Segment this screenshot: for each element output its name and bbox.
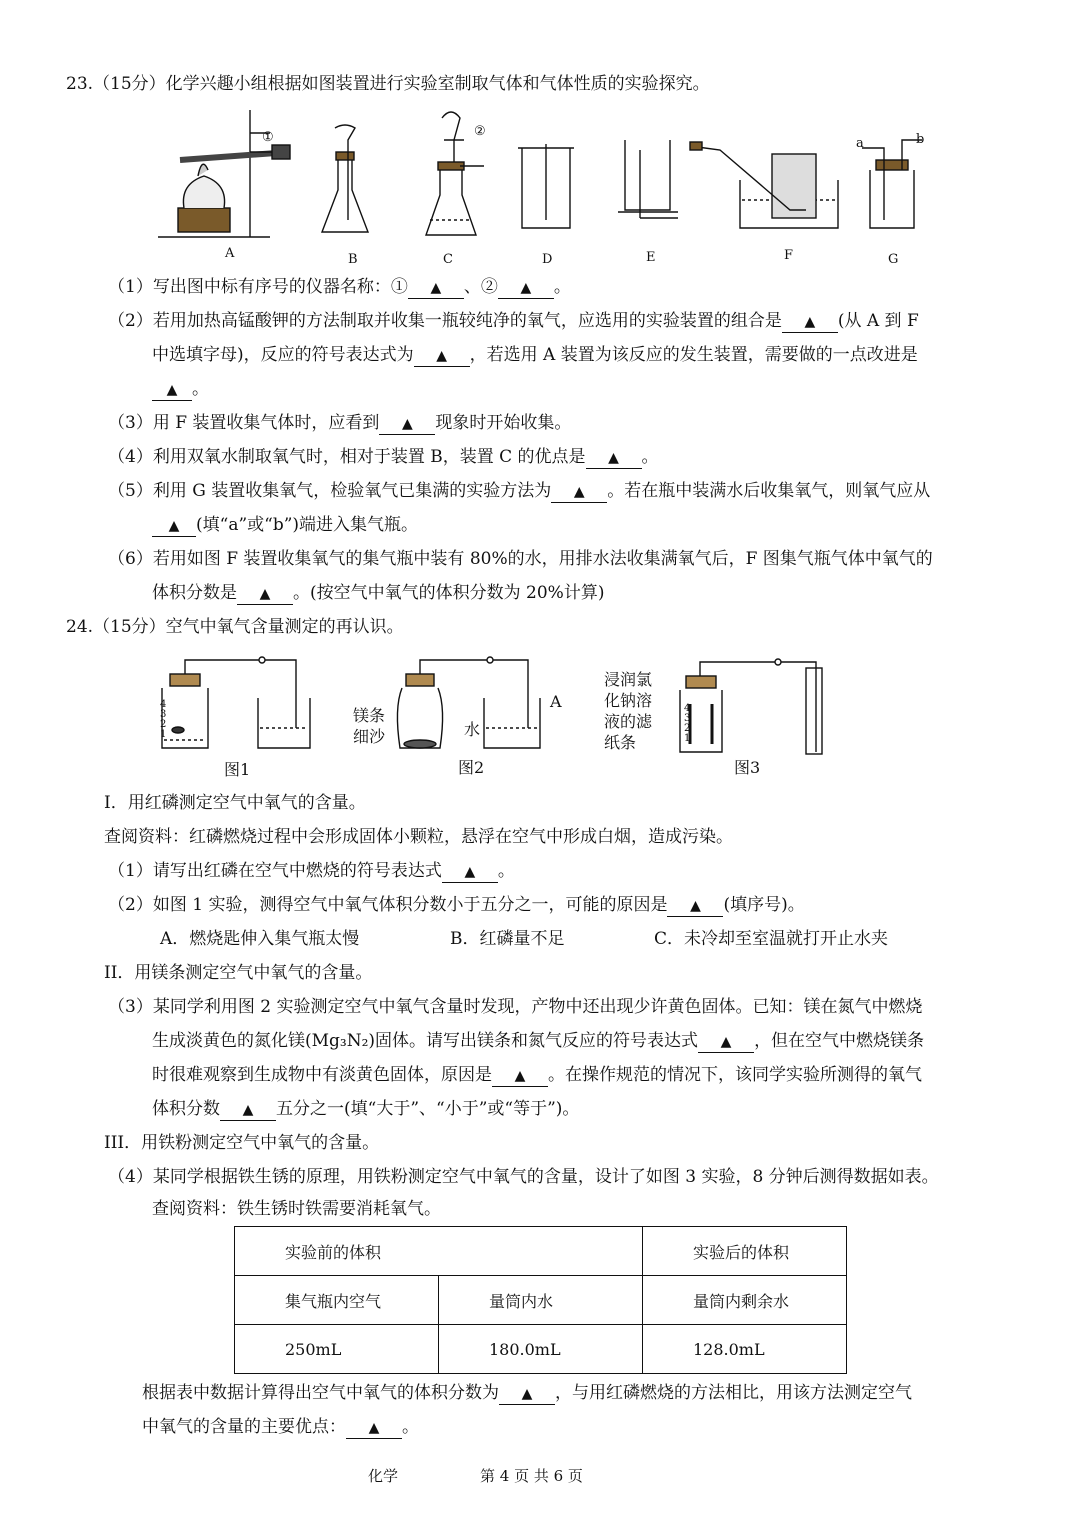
answer-blank[interactable]: ▲: [414, 345, 470, 367]
value-remaining-water: 128.0mL: [643, 1325, 847, 1374]
header-before: 实验前的体积: [235, 1227, 643, 1276]
q24-opt-b: B．红磷量不足: [450, 929, 565, 949]
answer-blank[interactable]: ▲: [220, 1099, 276, 1121]
table-row: [235, 1276, 847, 1325]
answer-blank[interactable]: ▲: [492, 1065, 548, 1087]
col-water: 量筒内水: [439, 1276, 643, 1325]
q23-s6-line2: 体积分数是 ▲ 。(按空气中氧气的体积分数为 20%计算): [152, 583, 605, 603]
col-air: 集气瓶内空气: [235, 1276, 439, 1325]
g-port-b: b: [916, 132, 925, 147]
q23-s2-line1: （2）若用加热高锰酸钾的方法制取并收集一瓶较纯净的氧气，应选用的实验装置的组合是 ▲ (从 A 到 F: [108, 311, 919, 331]
q24-s5-line2: 中氧气的含量的主要优点： ▲ 。: [142, 1417, 419, 1437]
label-d: D: [542, 252, 553, 267]
q24-s5-line1: 根据表中数据计算得出空气中氧气的体积分数为 ▲ ，与用红磷燃烧的方法相比，用该方法测定空气: [142, 1383, 912, 1403]
label-c: C: [443, 252, 453, 267]
answer-blank[interactable]: ▲: [499, 1383, 555, 1405]
fig3-label-1: 浸润氯: [604, 670, 653, 689]
g-port-a: a: [856, 136, 864, 151]
label-b: B: [348, 252, 358, 267]
q24-part1: I．用红磷测定空气中氧气的含量。: [104, 793, 366, 813]
q24-s4: （4）某同学根据铁生锈的原理，用铁粉测定空气中氧气的含量，设计了如图 3 实验，8 分钟后测得数据如表。: [108, 1167, 939, 1187]
label-e: E: [646, 250, 656, 265]
table-row: [235, 1227, 847, 1276]
figures-q24: [150, 648, 850, 758]
fig1-apparatus: [162, 657, 310, 748]
q24-info1: 查阅资料：红磷燃烧过程中会形成固体小颗粒，悬浮在空气中形成白烟，造成污染。: [104, 827, 733, 847]
fig1-scale: 4 3 2 1: [160, 699, 167, 740]
value-air: 250mL: [235, 1325, 439, 1374]
q23-header: 23.（15分）化学兴趣小组根据如图装置进行实验室制取气体和气体性质的实验探究。: [66, 74, 710, 94]
label-g: G: [888, 252, 899, 267]
answer-blank[interactable]: ▲: [408, 277, 464, 299]
q23-s1: （1）写出图中标有序号的仪器名称：① ▲ 、② ▲ 。: [108, 277, 571, 297]
q24-s3-line2: 生成淡黄色的氮化镁(Mg₃N₂)固体。请写出镁条和氮气反应的符号表达式 ▲ ，但在空气中燃烧镁条: [152, 1031, 925, 1051]
answer-blank[interactable]: ▲: [698, 1031, 754, 1053]
q23-s3: （3）用 F 装置收集气体时，应看到 ▲ 现象时开始收集。: [108, 413, 572, 433]
apparatus-e: [618, 140, 678, 218]
fig2-a-label: A: [550, 692, 562, 711]
fig2-mg-label: 镁条: [353, 706, 386, 725]
header-after: 实验后的体积: [643, 1227, 847, 1276]
marker-1: ①: [262, 130, 274, 145]
q24-opt-c: C．未冷却至室温就打开止水夹: [654, 929, 889, 949]
q23-s2-line2: 中选填字母)，反应的符号表达式为 ▲ ，若选用 A 装置为该反应的发生装置，需要做的一点改进是: [152, 345, 918, 365]
fig3-caption: 图3: [734, 758, 761, 777]
label-f: F: [784, 248, 794, 263]
q24-part2: II．用镁条测定空气中氧气的含量。: [104, 963, 373, 983]
q24-s3-line4: 体积分数 ▲ 五分之一(填“大于”、“小于”或“等于”)。: [152, 1099, 580, 1119]
answer-blank[interactable]: ▲: [152, 379, 192, 401]
q24-s3-line3: 时很难观察到生成物中有淡黄色固体，原因是 ▲ 。在操作规范的情况下，该同学实验所测得的氧气: [152, 1065, 922, 1085]
answer-blank[interactable]: ▲: [586, 447, 642, 469]
answer-blank[interactable]: ▲: [551, 481, 607, 503]
q24-part3: III．用铁粉测定空气中氧气的含量。: [104, 1133, 380, 1153]
fig3-apparatus: [680, 659, 822, 754]
footer-subject: 化学: [368, 1467, 399, 1485]
fig1-caption: 图1: [224, 760, 251, 779]
apparatus-g: [862, 140, 922, 228]
q24-s2: （2）如图 1 实验，测得空气中氧气体积分数小于五分之一，可能的原因是 ▲ (填序号)。: [108, 895, 805, 915]
fig2-sand-label: 细沙: [353, 727, 386, 746]
answer-blank[interactable]: ▲: [498, 277, 554, 299]
answer-blank[interactable]: ▲: [667, 895, 723, 917]
answer-blank[interactable]: ▲: [442, 861, 498, 883]
q24-info2: 查阅资料：铁生锈时铁需要消耗氧气。: [152, 1199, 441, 1219]
data-table: [234, 1226, 847, 1374]
fig3-label-3: 液的滤: [604, 712, 653, 731]
q24-header: 24.（15分）空气中氧气含量测定的再认识。: [66, 617, 404, 637]
apparatus-b: [322, 125, 368, 232]
fig2-caption: 图2: [458, 758, 485, 777]
q23-s5-line2: ▲ (填“a”或“b”)端进入集气瓶。: [152, 513, 418, 537]
answer-blank[interactable]: ▲: [152, 515, 196, 537]
apparatus-d: [518, 144, 574, 228]
fig3-scale: 4 3 2 1: [684, 703, 691, 744]
apparatus-figure: [150, 100, 940, 250]
q23-s2-line3: ▲ 。: [152, 377, 209, 401]
q23-s6-line1: （6）若用如图 F 装置收集氧气的集气瓶中装有 80%的水，用排水法收集满氧气后，F 图集气瓶气体中氧气的: [108, 549, 933, 569]
col-remaining-water: 量筒内剩余水: [643, 1276, 847, 1325]
answer-blank[interactable]: ▲: [782, 311, 838, 333]
fig3-label-2: 化钠溶: [604, 691, 653, 710]
q23-s5-line1: （5）利用 G 装置收集氧气，检验氧气已集满的实验方法为 ▲ 。若在瓶中装满水后收集氧气，则氧气应从: [108, 481, 931, 501]
q24-opt-a: A．燃烧匙伸入集气瓶太慢: [160, 929, 360, 949]
fig2-water-label: 水: [464, 720, 481, 739]
q23-s4: （4）利用双氧水制取氧气时，相对于装置 B，装置 C 的优点是 ▲ 。: [108, 447, 659, 467]
answer-blank[interactable]: ▲: [379, 413, 435, 435]
label-a: A: [225, 246, 235, 261]
apparatus-f: [690, 142, 838, 228]
answer-blank[interactable]: ▲: [237, 583, 293, 605]
q24-s1: （1）请写出红磷在空气中燃烧的符号表达式 ▲ 。: [108, 861, 515, 881]
marker-2: ②: [474, 124, 486, 139]
table-row: [235, 1325, 847, 1374]
footer-page: 第 4 页 共 6 页: [480, 1467, 583, 1485]
q24-s3-line1: （3）某同学利用图 2 实验测定空气中氧气含量时发现，产物中还出现少许黄色固体。已知：镁在氮气中燃烧: [108, 997, 923, 1017]
answer-blank[interactable]: ▲: [346, 1417, 402, 1439]
value-water: 180.0mL: [439, 1325, 643, 1374]
fig3-label-4: 纸条: [604, 733, 637, 752]
